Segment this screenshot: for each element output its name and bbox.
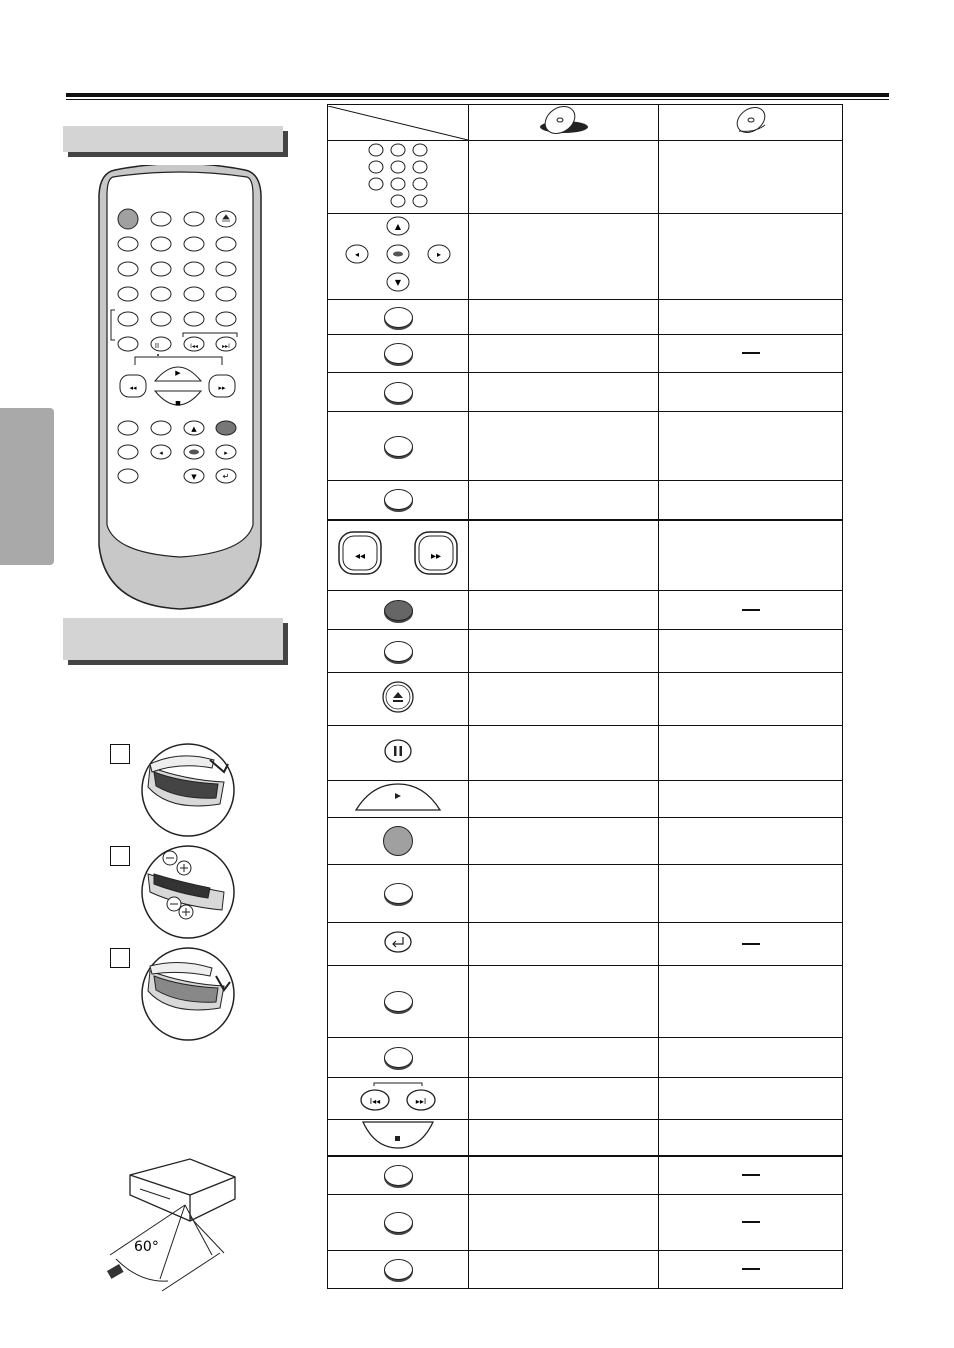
dvd-cell	[469, 726, 659, 781]
oval-button-icon	[384, 991, 413, 1012]
table-row	[328, 966, 843, 1038]
cd-cell	[659, 1156, 843, 1194]
dvd-cell	[469, 335, 659, 373]
power-button-icon	[383, 826, 413, 856]
svg-text:◂◂: ◂◂	[354, 550, 366, 562]
svg-text:◂: ◂	[159, 449, 163, 457]
svg-text:▸: ▸	[436, 250, 442, 259]
cursor-pad-icon-cell	[328, 214, 469, 300]
cd-cell	[659, 412, 843, 481]
svg-text:▸▸I: ▸▸I	[222, 343, 230, 350]
skip-prev-next-icon	[358, 1080, 438, 1112]
table-header-row	[328, 105, 843, 141]
number-keys-icon-cell	[328, 141, 469, 214]
table-row	[328, 865, 843, 923]
table-row	[328, 630, 843, 673]
dvd-column-header	[469, 105, 659, 141]
eject-icon	[381, 680, 415, 714]
return-icon	[383, 930, 413, 954]
dvd-cell	[469, 630, 659, 673]
table-row	[328, 1078, 843, 1120]
svg-text:▼: ▼	[191, 473, 197, 481]
battery-cover-close-illustration	[140, 946, 236, 1042]
cd-cell	[659, 141, 843, 214]
svg-text:I◂◂: I◂◂	[190, 343, 198, 350]
svg-text:◂◂: ◂◂	[129, 384, 137, 392]
table-row	[328, 214, 843, 300]
not-applicable-dash	[742, 1174, 760, 1176]
svg-text:▼: ▼	[394, 278, 402, 287]
cd-disc-icon	[731, 105, 771, 135]
dvd-disc-icon	[538, 105, 590, 135]
cd-cell	[659, 966, 843, 1038]
dvd-cell	[469, 923, 659, 966]
pause-icon	[383, 738, 413, 764]
cd-cell	[659, 1120, 843, 1157]
step-box-1	[110, 744, 130, 764]
table-row	[328, 673, 843, 726]
cd-cell	[659, 520, 843, 591]
oval-button-icon	[384, 1165, 413, 1186]
dark-oval-button-icon	[384, 600, 413, 621]
table-row	[328, 520, 843, 591]
not-applicable-dash	[742, 1221, 760, 1223]
oval-button-icon	[384, 343, 413, 364]
svg-text:▸: ▸	[224, 449, 228, 457]
svg-text:▸▸I: ▸▸I	[415, 1097, 427, 1106]
cd-cell	[659, 818, 843, 865]
play-icon	[352, 782, 444, 812]
table-row	[328, 726, 843, 781]
not-applicable-dash	[742, 352, 760, 354]
battery-cover-open-illustration	[140, 742, 236, 838]
dvd-cell	[469, 781, 659, 818]
dvd-cell	[469, 520, 659, 591]
table-row	[328, 373, 843, 412]
search-buttons-icon-cell	[328, 520, 469, 591]
svg-text:◂: ◂	[354, 250, 360, 259]
cd-cell	[659, 630, 843, 673]
oval-button-icon	[384, 382, 413, 403]
cd-cell	[659, 335, 843, 373]
svg-text:II: II	[154, 342, 160, 350]
svg-text:▶: ▶	[175, 369, 181, 377]
oval-button-icon	[384, 1047, 413, 1068]
not-applicable-dash	[742, 609, 760, 611]
oval-button-icon	[384, 307, 413, 328]
table-row	[328, 1120, 843, 1157]
section-heading-bar-batteries	[63, 618, 283, 660]
battery-insert-illustration	[140, 844, 236, 940]
svg-text:I◂◂: I◂◂	[369, 1097, 381, 1106]
cd-cell	[659, 1250, 843, 1288]
cd-cell	[659, 726, 843, 781]
table-row	[328, 141, 843, 214]
cd-cell	[659, 673, 843, 726]
number-keys-icon	[358, 142, 438, 208]
dvd-cell	[469, 1120, 659, 1157]
stop-icon	[361, 1120, 435, 1150]
table-row	[328, 1038, 843, 1078]
svg-text:▸▸: ▸▸	[218, 384, 226, 392]
oval-button-icon	[384, 1212, 413, 1233]
dvd-cell	[469, 966, 659, 1038]
cd-cell	[659, 373, 843, 412]
dvd-cell	[469, 1078, 659, 1120]
not-applicable-dash	[742, 1268, 760, 1270]
dvd-cell	[469, 481, 659, 520]
cd-cell	[659, 1038, 843, 1078]
oval-button-icon	[384, 436, 413, 457]
dvd-cell	[469, 300, 659, 335]
chapter-side-tab	[0, 408, 54, 565]
table-row	[328, 818, 843, 865]
remote-control-illustration	[95, 165, 265, 613]
not-applicable-dash	[742, 943, 760, 945]
svg-text:↵: ↵	[222, 472, 230, 481]
cd-cell	[659, 214, 843, 300]
dvd-cell	[469, 1250, 659, 1288]
header-rule-thin	[66, 99, 889, 100]
cd-cell	[659, 781, 843, 818]
oval-button-icon	[384, 883, 413, 904]
table-row	[328, 1156, 843, 1194]
svg-text:■: ■	[175, 400, 181, 407]
dvd-cell	[469, 1194, 659, 1250]
table-row	[328, 781, 843, 818]
table-row	[328, 412, 843, 481]
cd-cell	[659, 1194, 843, 1250]
remote-operating-range-diagram	[100, 1155, 240, 1295]
step-box-2	[110, 846, 130, 866]
cd-cell	[659, 1078, 843, 1120]
svg-text:▲: ▲	[191, 425, 197, 433]
table-row	[328, 1250, 843, 1288]
table-row	[328, 300, 843, 335]
dvd-cell	[469, 865, 659, 923]
cd-cell	[659, 923, 843, 966]
reverse-forward-search-icon	[335, 529, 461, 577]
dvd-cell	[469, 214, 659, 300]
cd-cell	[659, 591, 843, 630]
dvd-cell	[469, 141, 659, 214]
oval-button-icon	[384, 489, 413, 510]
cd-cell	[659, 481, 843, 520]
dvd-cell	[469, 1038, 659, 1078]
svg-text:▲: ▲	[394, 222, 402, 231]
table-row	[328, 1194, 843, 1250]
header-rule	[66, 93, 889, 97]
dvd-cell	[469, 1156, 659, 1194]
table-row	[328, 591, 843, 630]
cd-column-header	[659, 105, 843, 141]
cursor-pad-icon	[343, 214, 453, 294]
table-row	[328, 481, 843, 520]
dvd-cell	[469, 818, 659, 865]
corner-cell	[328, 105, 469, 141]
dvd-cell	[469, 673, 659, 726]
step-box-3	[110, 948, 130, 968]
dvd-cell	[469, 373, 659, 412]
cd-cell	[659, 300, 843, 335]
table-row	[328, 335, 843, 373]
dvd-cell	[469, 412, 659, 481]
svg-text:▸▸: ▸▸	[430, 550, 442, 562]
button-reference-table	[327, 104, 843, 1289]
cd-cell	[659, 865, 843, 923]
angle-label: 60°	[134, 1239, 159, 1255]
oval-button-icon	[384, 641, 413, 662]
oval-button-icon	[384, 1259, 413, 1280]
section-heading-bar-remote	[63, 126, 283, 152]
table-row	[328, 923, 843, 966]
dvd-cell	[469, 591, 659, 630]
